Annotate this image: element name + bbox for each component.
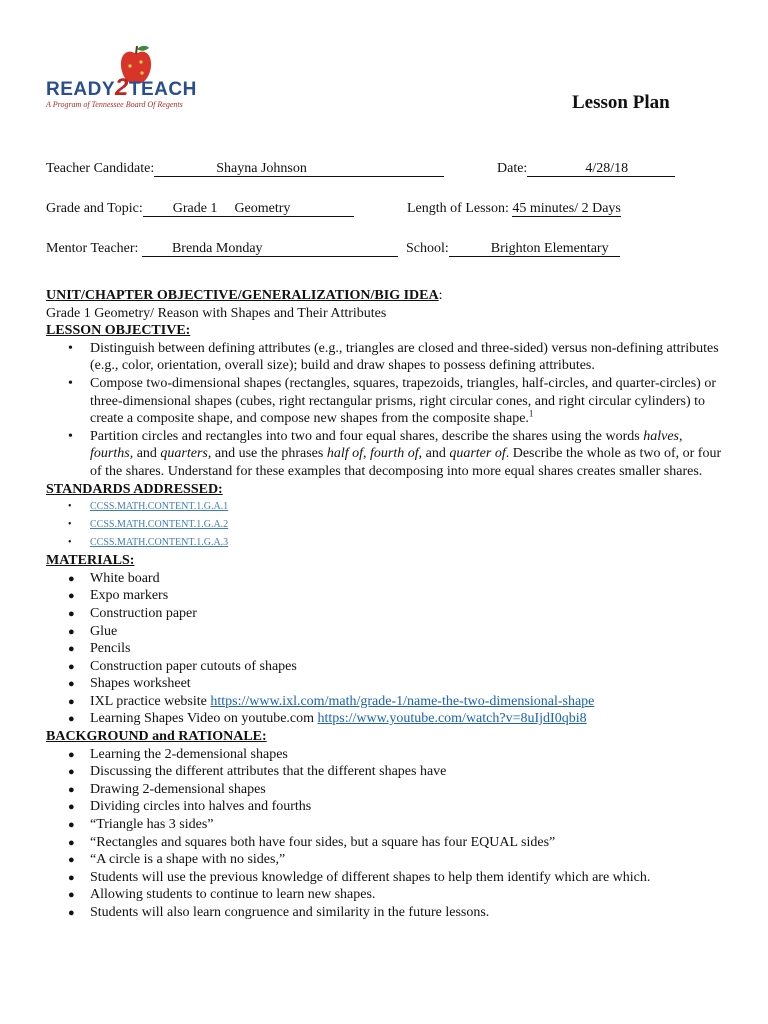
standard-link-2[interactable]: CCSS.MATH.CONTENT.1.G.A.2 bbox=[90, 519, 229, 531]
list-item: ● Students will use the previous knowledge of different shapes to help them identify which are which. bbox=[90, 869, 726, 887]
list-item: ● Construction paper cutouts of shapes bbox=[90, 658, 726, 676]
list-item: ● White board bbox=[90, 570, 726, 588]
list-item: ● Shapes worksheet bbox=[90, 675, 726, 693]
list-item bbox=[90, 516, 726, 534]
materials-list bbox=[46, 570, 726, 728]
length-field: Length of Lesson: 45 minutes/ 2 Days bbox=[407, 201, 621, 216]
logo-tagline: A Program of Tennessee Board Of Regents bbox=[46, 100, 183, 109]
grade-field: Grade and Topic: Grade 1 Geometry bbox=[46, 201, 354, 217]
materials-heading: MATERIALS: bbox=[46, 553, 135, 569]
unit-heading-line: UNIT/CHAPTER OBJECTIVE/GENERALIZATION/BIG IDEA: bbox=[46, 288, 443, 303]
unit-text: Grade 1 Geometry/ Reason with Shapes and Their Attributes bbox=[46, 305, 387, 321]
list-item: ● “Triangle has 3 sides” bbox=[90, 816, 726, 834]
lesson-body bbox=[46, 287, 726, 922]
list-item: ● Students will also learn congruence and similarity in the future lessons. bbox=[90, 904, 726, 922]
youtube-link[interactable]: https://www.youtube.com/watch?v=8uIjdI0qbi8 bbox=[317, 711, 587, 727]
list-item: ● IXL practice website https://www.ixl.com/math/grade-1/name-the-two-dimensional-shape bbox=[90, 693, 726, 711]
standard-link-1[interactable]: CCSS.MATH.CONTENT.1.G.A.1 bbox=[90, 501, 229, 513]
standards-heading: STANDARDS ADDRESSED: bbox=[46, 481, 223, 497]
list-item: ● Drawing 2-demensional shapes bbox=[90, 781, 726, 799]
list-item: ● Learning Shapes Video on youtube.com https://www.youtube.com/watch?v=8uIjdI0qbi8 bbox=[90, 710, 726, 728]
list-item bbox=[90, 534, 726, 552]
mentor-field: Mentor Teacher: Brenda Monday bbox=[46, 241, 398, 257]
footnote-marker: 1 bbox=[528, 408, 534, 419]
list-item: ● Expo markers bbox=[90, 587, 726, 605]
list-item: ● Discussing the different attributes that the different shapes have bbox=[90, 763, 726, 781]
page-title: Lesson Plan bbox=[572, 92, 670, 113]
list-item: ● Allowing students to continue to learn new shapes. bbox=[90, 886, 726, 904]
background-heading: BACKGROUND and RATIONALE: bbox=[46, 729, 267, 745]
ready2teach-logo bbox=[46, 44, 196, 116]
list-item: ● “Rectangles and squares both have four sides, but a square has four EQUAL sides” bbox=[90, 834, 726, 852]
list-item: • Compose two-dimensional shapes (rectangles, squares, trapezoids, triangles, half-circles, and quarter-circles) or three-dimensional shapes (cubes, right rectangular prisms, right circular cones, and right circular cylinders) to create a composite shape, and compose new shapes from the composite shape.$^1$ bbox=[90, 375, 726, 428]
objective-heading: LESSON OBJECTIVE: bbox=[46, 323, 191, 339]
list-item: ● Glue bbox=[90, 623, 726, 641]
date-field: Date: 4/28/18 bbox=[497, 161, 675, 177]
teacher-field: Teacher Candidate: Shayna Johnson bbox=[46, 161, 444, 177]
list-item: • Partition circles and rectangles into two and four equal shares, describe the shares using the words halves, fourths, and quarters, and use the phrases half of, fourth of, and quarter of. Describe the whole as two of, or four of the shares. Understand for these examples that decomposing into more equal shares creates smaller shares. bbox=[90, 428, 726, 481]
background-list bbox=[46, 746, 726, 922]
list-item: ● Dividing circles into halves and fourths bbox=[90, 798, 726, 816]
list-item: ● Construction paper bbox=[90, 605, 726, 623]
school-field: School: Brighton Elementary bbox=[406, 241, 620, 257]
list-item: • Distinguish between defining attributes (e.g., triangles are closed and three-sided) versus non-defining attributes (e.g., color, orientation, overall size); build and draw shapes to possess defining attributes. bbox=[90, 340, 726, 375]
list-item: ● Pencils bbox=[90, 640, 726, 658]
standards-list bbox=[46, 498, 726, 552]
objective-list bbox=[46, 340, 726, 481]
logo-wordmark: READY2TEACH bbox=[46, 74, 197, 101]
standard-link-3[interactable]: CCSS.MATH.CONTENT.1.G.A.3 bbox=[90, 537, 229, 549]
list-item: ● Learning the 2-demensional shapes bbox=[90, 746, 726, 764]
list-item bbox=[90, 498, 726, 516]
list-item: ● “A circle is a shape with no sides,” bbox=[90, 851, 726, 869]
ixl-link[interactable]: https://www.ixl.com/math/grade-1/name-the-two-dimensional-shape bbox=[210, 693, 595, 709]
